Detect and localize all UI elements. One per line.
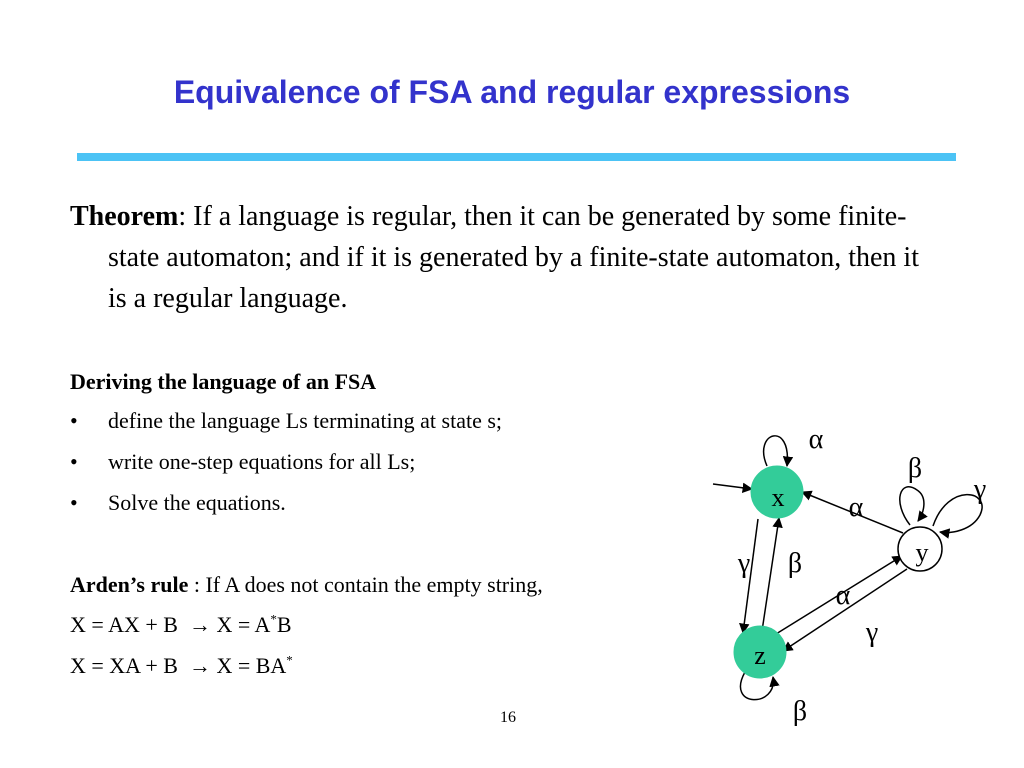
deriving-heading: Deriving the language of an FSA [70,369,377,394]
label-y-self-beta: β [907,453,923,484]
label-y-to-z: γ [865,617,879,648]
state-x-label: x [771,483,785,512]
label-z-to-x: β [787,548,803,579]
eq2-rhs: X = BA [216,653,287,678]
page-number: 16 [500,709,516,726]
y-self-loop-beta [900,487,924,525]
slide-title: Equivalence of FSA and regular expressions [173,74,851,110]
state-z-label: z [754,641,766,670]
theorem-text: : If a language is regular, then it can be generated by some finite-state automaton; and if it is generated by a finite-state automaton, then it is a regular language. [108,201,919,314]
eq2-star: * [286,652,293,668]
label-x-self: α [808,424,824,455]
edge-z-to-x [762,518,779,631]
eq1-rhs: X = A [216,612,271,637]
arden-rule-text: : If A does not contain the empty string, [188,572,543,597]
bullet-text: write one-step equations for all Ls; [108,449,416,474]
label-z-self: β [792,696,808,727]
arrow-icon: → [188,612,211,637]
bullet-text: define the language Ls terminating at state s; [108,408,503,433]
bullet-icon: • [70,490,78,515]
theorem-label: Theorem [70,201,179,232]
bullet-icon: • [70,408,78,433]
x-self-loop [764,436,788,466]
label-y-self-gamma: γ [973,474,987,505]
eq1-lhs: X = AX + B [70,612,178,637]
label-y-to-x: α [848,492,864,523]
label-x-to-z: γ [737,548,751,579]
arrow-icon: → [188,653,211,678]
state-y-label: y [915,538,929,567]
start-arrow [713,484,752,489]
eq1-star: * [270,611,277,627]
bullet-icon: • [70,449,78,474]
label-z-to-y: α [835,580,851,611]
arden-rule-label: Arden’s rule [70,572,189,597]
eq2-lhs: X = XA + B [70,653,178,678]
bullet-text: Solve the equations. [108,490,286,515]
eq1-tail: B [276,612,292,637]
